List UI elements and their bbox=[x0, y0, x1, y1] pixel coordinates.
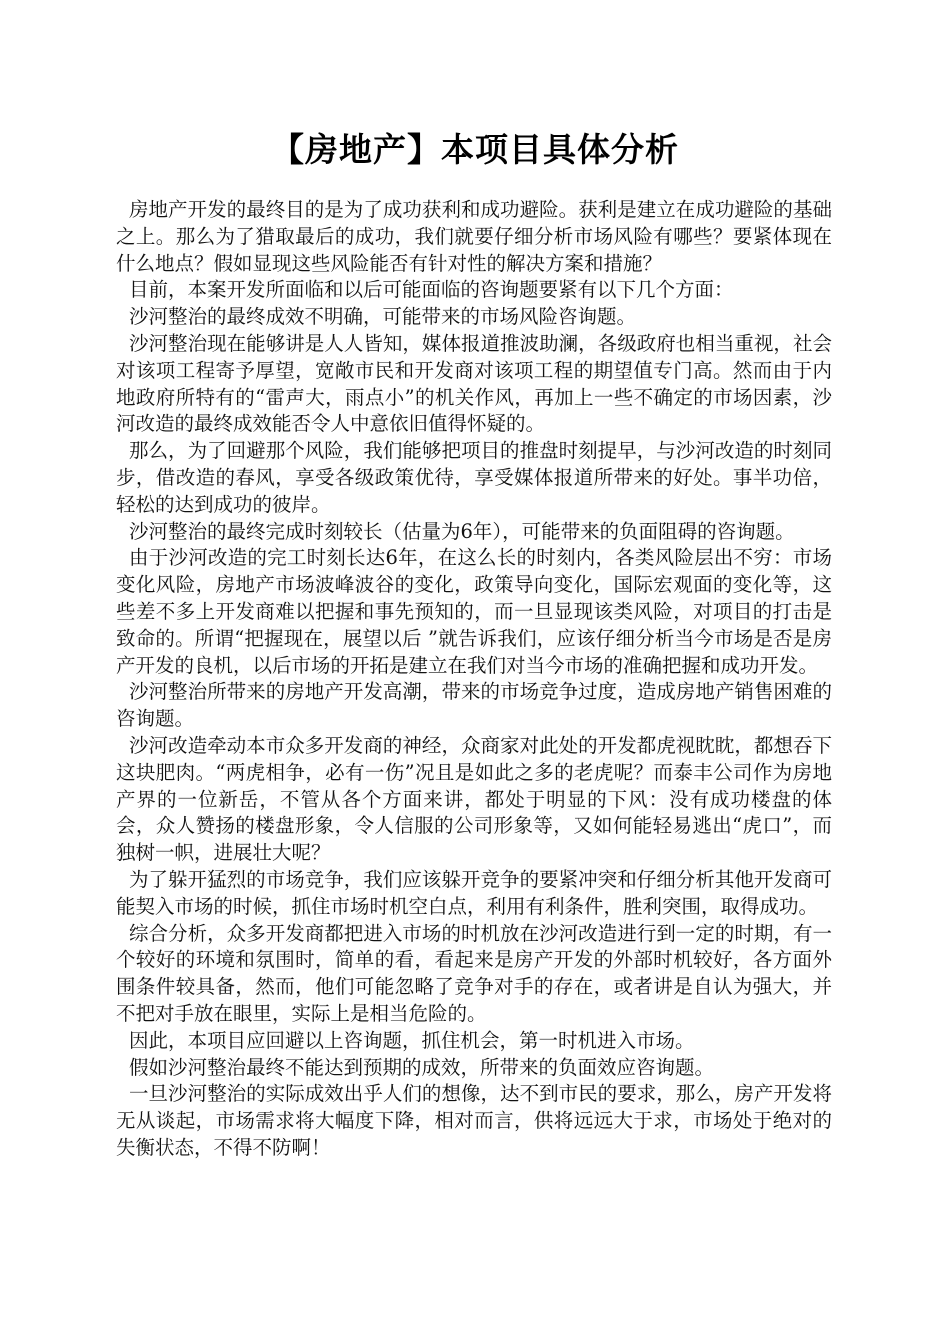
document-body bbox=[116, 197, 832, 1162]
paragraph: 综合分析，众多开发商都把进入市场的时机放在沙河改造进行到一定的时期，有一个较好的环境和氛围时，简单的看，看起来是房产开发的外部时机较好，各方面外围条件较具备，然而，他们可能忽略了竞争对手的存在，或者讲是自认为强大，并不把对手放在眼里，实际上是相当危险的。 bbox=[116, 921, 832, 1025]
paragraph: 一旦沙河整治的实际成效出乎人们的想像，达不到市民的要求，那么，房产开发将无从谈起，市场需求将大幅度下降，相对而言，供将远远大于求，市场处于绝对的失衡状态，不得不防啊！ bbox=[116, 1082, 832, 1159]
paragraph: 沙河改造牵动本市众多开发商的神经，众商家对此处的开发都虎视眈眈，都想吞下这块肥肉。“两虎相争，必有一伤”况且是如此之多的老虎呢？而泰丰公司作为房地产界的一位新岳，不管从各个方面来讲，都处于明显的下风：没有成功楼盘的体会，众人赞扬的楼盘形象，令人信服的公司形象等，又如何能轻易逃出“虎口”，而独树一帜，进展壮大呢？ bbox=[116, 733, 832, 865]
paragraph: 沙河整治所带来的房地产开发高潮，带来的市场竞争过度，造成房地产销售困难的咨询题。 bbox=[116, 680, 832, 731]
paragraph: 由于沙河改造的完工时刻长达6年，在这么长的时刻内，各类风险层出不穷：市场变化风险，房地产市场波峰波谷的变化，政策导向变化，国际宏观面的变化等，这些差不多上开发商难以把握和事先预知的，而一旦显现该类风险，对项目的打击是致命的。所谓“把握现在，展望以后 ”就告诉我们，应该仔细分析当今市场是否是房产开发的良机，以后市场的开拓是建立在我们对当今市场的准确把握和成功开发。 bbox=[116, 546, 832, 677]
paragraph: 假如沙河整治最终不能达到预期的成效，所带来的负面效应咨询题。 bbox=[129, 1055, 715, 1079]
paragraph: 为了躲开猛烈的市场竞争，我们应该躲开竞争的要紧冲突和仔细分析其他开发商可能契入市场的时候，抓住市场时机空白点，利用有利条件，胜利突围，取得成功。 bbox=[116, 867, 832, 918]
paragraph: 那么，为了回避那个风险，我们能够把项目的推盘时刻提早，与沙河改造的时刻同步，借改造的春风，享受各级政策优待，享受媒体报道所带来的好处。事半功倍，轻松的达到成功的彼岸。 bbox=[116, 439, 832, 516]
paragraph: 房地产开发的最终目的是为了成功获利和成功避险。获利是建立在成功避险的基础之上。那么为了猎取最后的成功，我们就要仔细分析市场风险有哪些？要紧体现在什么地点？假如显现这些风险能否有针对性的解决方案和措施？ bbox=[116, 198, 832, 275]
paragraph: 沙河整治的最终成效不明确，可能带来的市场风险咨询题。 bbox=[129, 305, 637, 329]
document-title: 【房地产】本项目具体分析 bbox=[271, 130, 679, 169]
paragraph: 沙河整治现在能够讲是人人皆知，媒体报道推波助澜，各级政府也相当重视，社会对该项工程寄予厚望，宽敞市民和开发商对该项工程的期望值专门高。然而由于内地政府所特有的“雷声大，雨点小”的机关作风，再加上一些不确定的市场因素，沙河改造的最终成效能否令人中意依旧值得怀疑的。 bbox=[116, 331, 832, 436]
paragraph: 沙河整治的最终完成时刻较长（估量为6年），可能带来的负面阻碍的咨询题。 bbox=[129, 519, 795, 543]
paragraph: 目前，本案开发所面临和以后可能面临的咨询题要紧有以下几个方面： bbox=[129, 278, 734, 302]
paragraph: 因此，本项目应回避以上咨询题，抓住机会，第一时机进入市场。 bbox=[129, 1028, 695, 1052]
